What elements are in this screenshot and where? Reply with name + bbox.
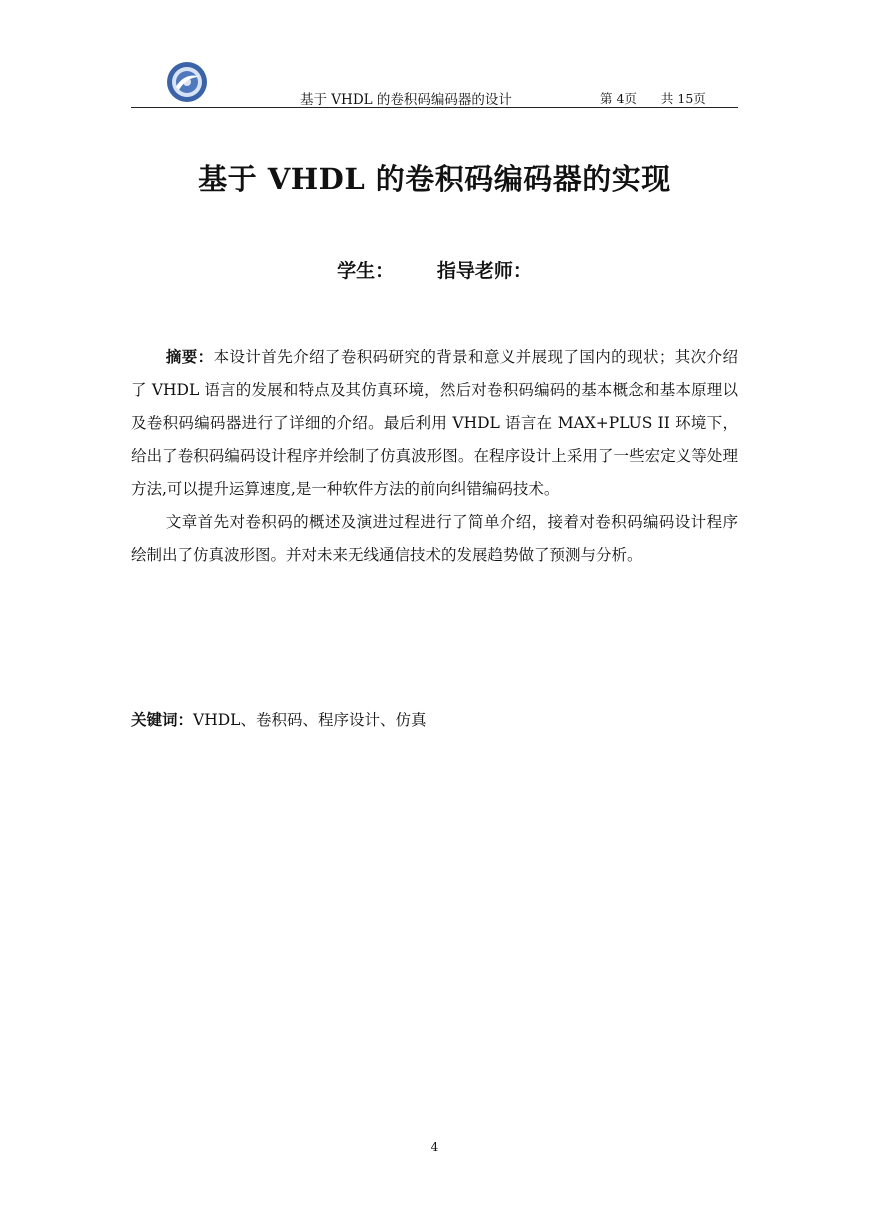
header-page-info	[600, 89, 706, 107]
document-title: 基于 VHDL 的卷积码编码器的实现	[198, 162, 671, 196]
page-number: 4	[430, 1140, 439, 1154]
abstract-paragraph-2: 文章首先对卷积码的概述及演进过程进行了简单介绍，接着对卷积码编码设计程序绘制出了仿真波形图。并对未来无线通信技术的发展趋势做了预测与分析。	[131, 513, 738, 564]
abstract-paragraph-1	[131, 341, 738, 506]
advisor-label: 指导老师：	[436, 260, 532, 282]
header-page-current: 第 4页	[600, 91, 637, 106]
header-divider	[131, 107, 738, 108]
keywords-label: 关键词：	[131, 711, 194, 729]
header-page-total: 共 15页	[660, 91, 706, 106]
abstract-section	[131, 341, 738, 572]
student-label: 学生：	[337, 260, 395, 282]
keywords-value: VHDL、卷积码、程序设计、仿真	[193, 711, 427, 729]
university-logo-icon	[165, 60, 209, 104]
header-title: 基于 VHDL 的卷积码编码器的设计	[300, 92, 512, 108]
abstract-label: 摘要：	[165, 348, 214, 366]
abstract-paragraph-1-text: 本设计首先介绍了卷积码研究的背景和意义并展现了国内的现状；其次介绍了 VHDL 语言的发展和特点及其仿真环境，然后对卷积码编码的基本概念和基本原理以及卷积码编码器进行了详细的介绍。最后利用 VHDL 语言在 MAX+PLUS II 环境下，给出了卷积码编码设计程序并绘制了仿真波形图。在程序设计上采用了一些宏定义等处理方法,可以提升运算速度,是一种软件方法的前向纠错编码技术。	[131, 348, 738, 498]
keywords-line	[131, 708, 426, 730]
author-line	[0, 256, 869, 283]
